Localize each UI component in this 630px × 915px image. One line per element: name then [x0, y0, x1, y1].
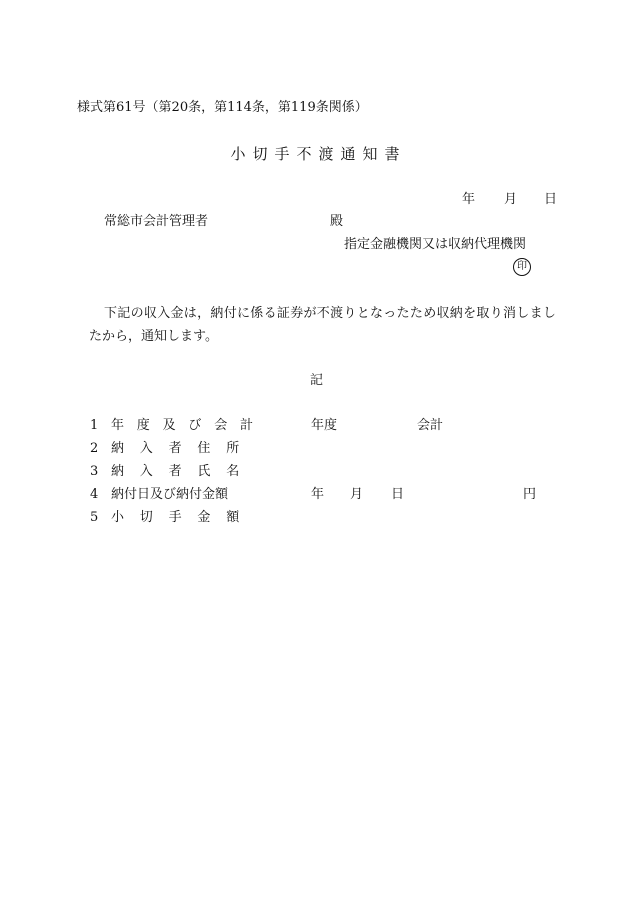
item-number: 2	[90, 441, 99, 456]
date-month-label: 月	[504, 192, 518, 207]
item-label-check-amount: 小切手金額	[111, 510, 256, 525]
payment-day-label: 日	[391, 487, 405, 502]
ki-label: 記	[310, 373, 324, 388]
item-label-payment-date-amount: 納付日及び納付金額	[111, 487, 229, 502]
item-label-payer-address: 納入者住所	[111, 441, 256, 456]
item-label-fiscal-year-account: 年度及び会計	[111, 418, 266, 433]
payment-month-label: 月	[350, 487, 364, 502]
date-year-label: 年	[462, 192, 476, 207]
item-number: 1	[90, 418, 99, 433]
body-text-line-2: たから，通知します。	[89, 329, 218, 344]
fiscal-year-suffix: 年度	[311, 418, 338, 433]
addressee: 常総市会計管理者	[104, 214, 209, 229]
honorific: 殿	[330, 214, 344, 229]
document-title: 小切手不渡通知書	[230, 145, 407, 163]
item-number: 5	[90, 510, 99, 525]
account-suffix: 会計	[417, 418, 444, 433]
form-number: 様式第61号（第20条，第114条，第119条関係）	[77, 100, 368, 115]
item-number: 3	[90, 464, 99, 479]
seal-mark-icon: 印	[513, 258, 531, 276]
payment-year-label: 年	[311, 487, 325, 502]
sender: 指定金融機関又は収納代理機関	[344, 237, 527, 252]
body-text-line-1: 下記の収入金は，納付に係る証券が不渡りとなったため収納を取り消しまし	[104, 306, 557, 321]
item-number: 4	[90, 487, 99, 502]
date-day-label: 日	[544, 192, 558, 207]
item-label-payer-name: 納入者氏名	[111, 464, 256, 479]
yen-unit-label: 円	[523, 487, 537, 502]
